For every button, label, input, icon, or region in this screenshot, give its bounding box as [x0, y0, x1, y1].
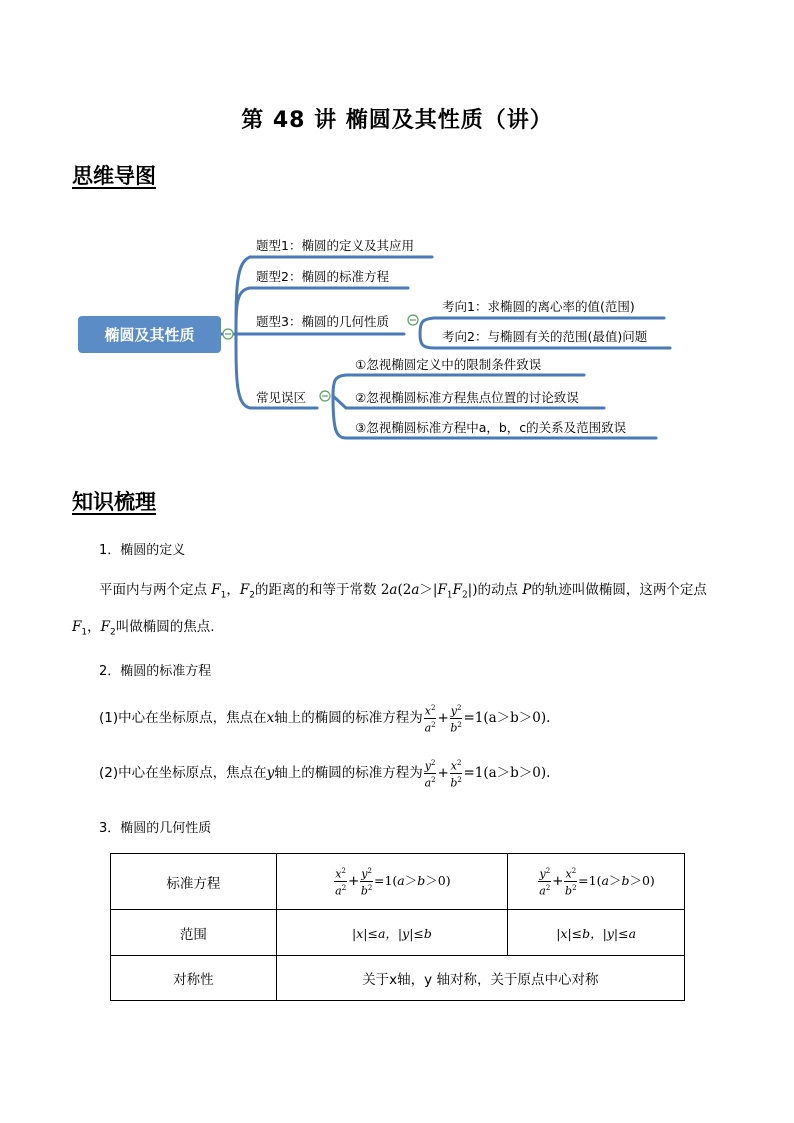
mindmap-type3-direction1: 考向1：求椭圆的离心率的值(范围): [442, 299, 635, 314]
mindmap-mistake-1: ①忽视椭圆定义中的限制条件致误: [355, 357, 542, 372]
table-cell-equation-y: $\frac{y^2}{a^2}$ + $\frac{x^2}{b^2}$ =1(a＞b＞0): [508, 854, 685, 910]
table-cell-range-x: |x|≤a，|y|≤b: [276, 910, 508, 956]
table-cell-range-y: |x|≤b，|y|≤a: [508, 910, 685, 956]
subheading-standard-equation: 2．椭圆的标准方程: [99, 664, 212, 679]
mindmap-mistake-3: ③忽视椭圆标准方程中a，b，c的关系及范围致误: [355, 420, 627, 435]
subheading-geometric-properties: 3．椭圆的几何性质: [99, 821, 212, 836]
table-cell-label: 标准方程: [111, 854, 277, 910]
mindmap-branch-type1: 题型1：椭圆的定义及其应用: [256, 238, 414, 253]
definition-paragraph: 平面内与两个定点 $F_1$，$F_2$的距离的和等于常数 $2a(2a>|F_1F_2|)$的动点 P的轨迹叫做椭圆，这两个定点 $F_1$，$F_2$叫做椭圆的焦点.: [72, 582, 707, 638]
equation-y-axis: (2)中心在坐标原点，焦点在y轴上的椭圆的标准方程为 $\frac{y^2}{a^2}$ + $\frac{x^2}{b^2}$ =1(a＞b＞0).: [99, 759, 551, 790]
table-cell-symmetry: 关于x轴，y 轴对称，关于原点中心对称: [276, 956, 684, 1001]
table-cell-label: 对称性: [111, 956, 277, 1001]
table-cell-equation-x: $\frac{x^2}{a^2}$ + $\frac{y^2}{b^2}$ =1(a＞b＞0): [276, 854, 508, 910]
table-row: [111, 910, 685, 956]
mindmap-type3-direction2: 考向2：与椭圆有关的范围(最值)问题: [442, 329, 648, 344]
mindmap-branch-type2: 题型2：椭圆的标准方程: [256, 269, 389, 284]
table-cell-label: 范围: [111, 910, 277, 956]
mindmap-mistake-2: ②忽视椭圆标准方程焦点位置的讨论致误: [355, 390, 579, 405]
properties-table: [110, 853, 685, 1001]
table-row: [111, 956, 685, 1001]
mindmap-root-node: 椭圆及其性质: [78, 316, 221, 353]
page-title: 第 48 讲 椭圆及其性质（讲）: [241, 108, 553, 133]
subheading-definition: 1．椭圆的定义: [99, 543, 186, 558]
mindmap-branch-type3: 题型3：椭圆的几何性质: [256, 314, 389, 329]
mindmap-branch-mistakes: 常见误区: [256, 390, 307, 405]
table-row: [111, 854, 685, 910]
section-heading-knowledge: 知识梳理: [72, 490, 156, 514]
equation-x-axis: (1)中心在坐标原点，焦点在x轴上的椭圆的标准方程为 $\frac{x^2}{a^2}$ + $\frac{y^2}{b^2}$ =1(a＞b＞0).: [99, 704, 551, 735]
section-heading-mindmap: 思维导图: [72, 164, 156, 188]
